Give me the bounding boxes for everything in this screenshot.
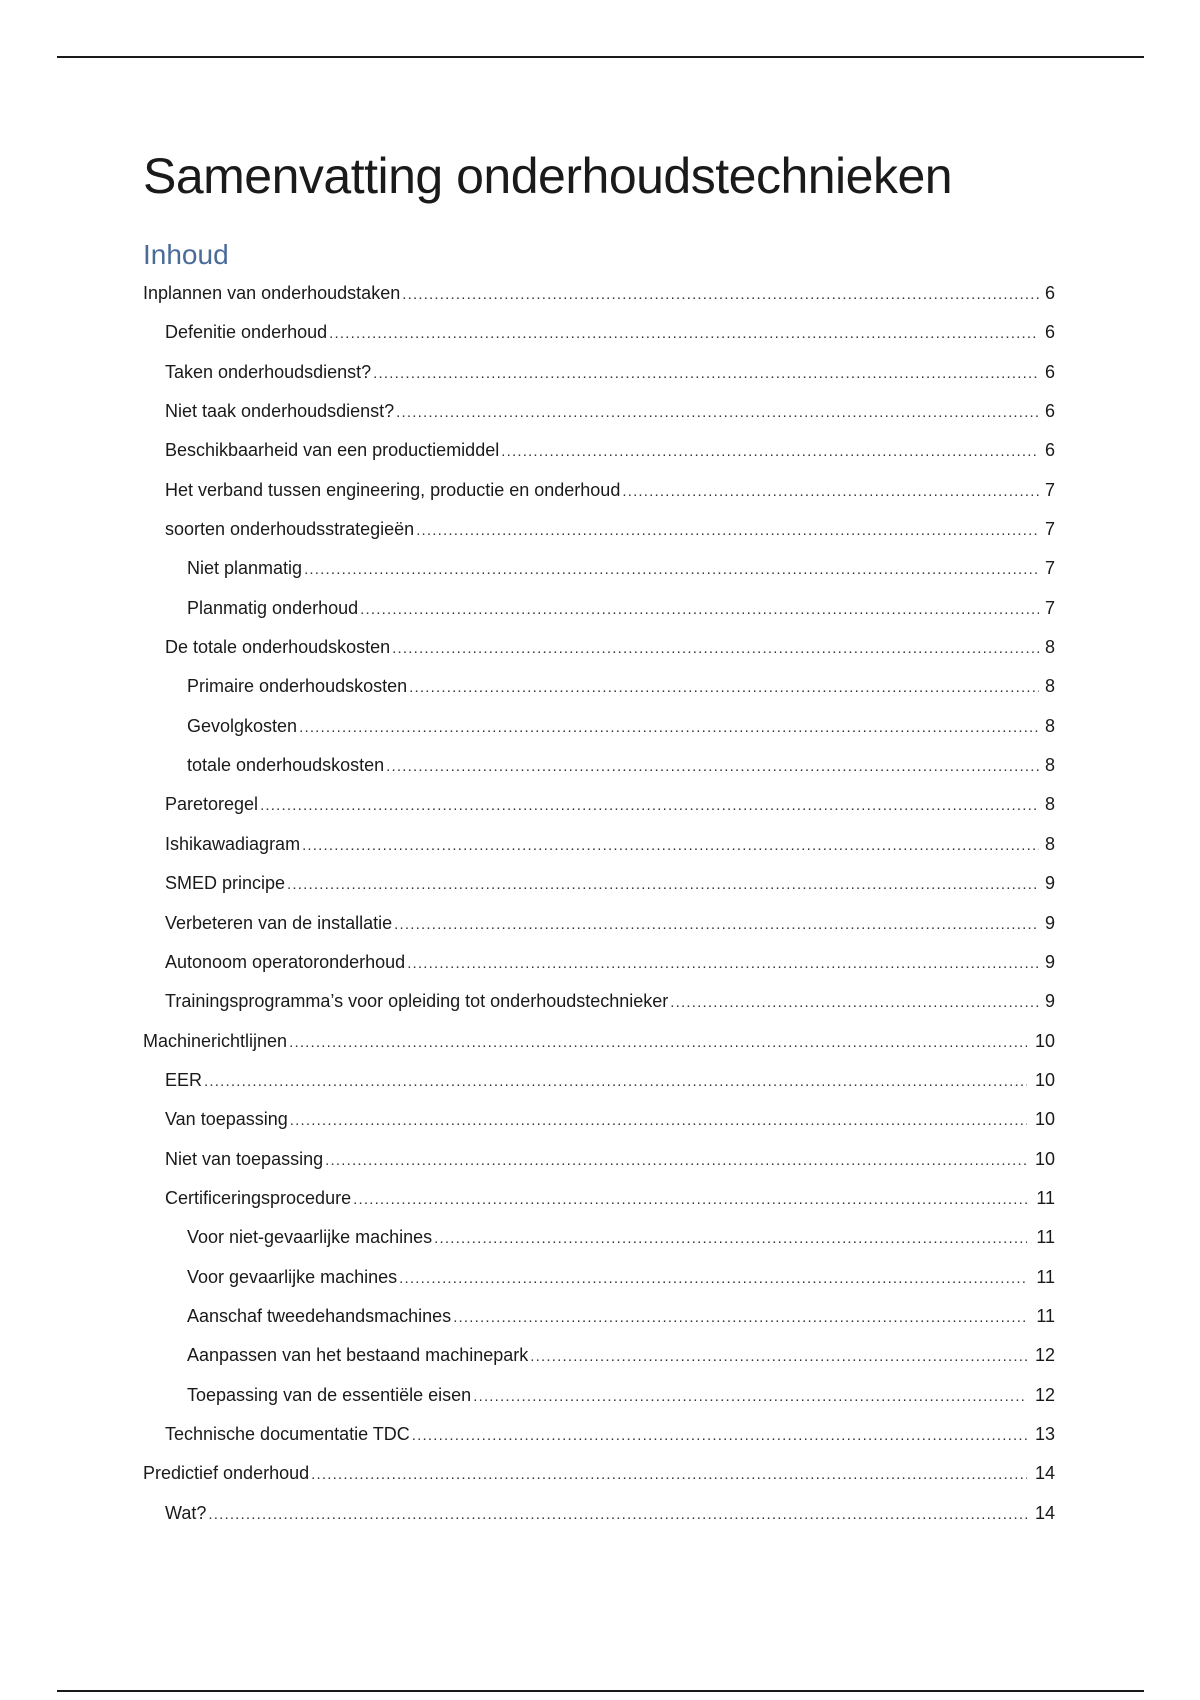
dot-leader bbox=[453, 1298, 1027, 1337]
toc-entry-page-number: 6 bbox=[1044, 401, 1055, 422]
toc-entry-title: Aanschaf tweedehandsmachines bbox=[187, 1305, 452, 1326]
toc-entry-page-number: 11 bbox=[1036, 1305, 1055, 1326]
toc-entry[interactable] bbox=[143, 431, 1055, 470]
toc-entry-page-number: 6 bbox=[1044, 283, 1055, 303]
toc-entry-title: Niet van toepassing bbox=[165, 1148, 324, 1169]
toc-entry[interactable] bbox=[143, 589, 1055, 628]
toc-entry-page-number: 14 bbox=[1034, 1502, 1055, 1523]
toc-entry-page-number: 9 bbox=[1044, 873, 1055, 894]
toc-entry-title: Machinerichtlijnen bbox=[143, 1030, 288, 1051]
toc-entry-title: Predictief onderhoud bbox=[143, 1463, 310, 1484]
dot-leader bbox=[386, 747, 1039, 786]
dot-leader bbox=[329, 314, 1039, 353]
toc-entry-page-number: 9 bbox=[1044, 912, 1055, 933]
toc-entry-title: Beschikbaarheid van een productiemiddel bbox=[165, 440, 500, 461]
toc-entry-page-number: 13 bbox=[1034, 1423, 1055, 1444]
dot-leader bbox=[622, 472, 1039, 511]
toc-entry-title: De totale onderhoudskosten bbox=[165, 637, 391, 658]
dot-leader bbox=[299, 708, 1039, 747]
toc-entry[interactable] bbox=[143, 943, 1055, 982]
dot-leader bbox=[392, 629, 1039, 668]
dot-leader bbox=[399, 1259, 1027, 1298]
toc-entry-title: Certificeringsprocedure bbox=[165, 1187, 352, 1208]
toc-heading: Inhoud bbox=[143, 239, 229, 270]
toc-entry-page-number: 10 bbox=[1034, 1148, 1055, 1169]
toc-entry-page-number: 11 bbox=[1036, 1266, 1055, 1287]
toc-entry-page-number: 8 bbox=[1044, 755, 1055, 776]
toc-entry-title: soorten onderhoudsstrategieën bbox=[165, 519, 415, 540]
toc-entry-title: Ishikawadiagram bbox=[165, 833, 301, 854]
dot-leader bbox=[407, 944, 1039, 983]
toc-entry-page-number: 6 bbox=[1044, 361, 1055, 382]
toc-entry[interactable] bbox=[143, 667, 1055, 706]
toc-entry-title: Niet planmatig bbox=[187, 558, 303, 579]
toc-entry[interactable] bbox=[143, 785, 1055, 824]
toc-entry-page-number: 10 bbox=[1034, 1109, 1055, 1130]
toc-entry[interactable] bbox=[143, 1376, 1055, 1415]
toc-entry-page-number: 6 bbox=[1044, 322, 1055, 343]
toc-entry-page-number: 8 bbox=[1044, 637, 1055, 658]
dot-leader bbox=[290, 1101, 1027, 1140]
dot-leader bbox=[311, 1455, 1027, 1494]
toc-entry-page-number: 12 bbox=[1034, 1345, 1055, 1366]
toc-entry[interactable] bbox=[143, 707, 1055, 746]
dot-leader bbox=[260, 786, 1039, 825]
toc-entry[interactable] bbox=[143, 1415, 1055, 1454]
toc-entry-page-number: 14 bbox=[1034, 1463, 1055, 1484]
toc-entry-title: Gevolgkosten bbox=[187, 715, 298, 736]
toc-entry[interactable] bbox=[143, 392, 1055, 431]
toc-entry-title: SMED principe bbox=[165, 873, 286, 894]
dot-leader bbox=[473, 1377, 1027, 1416]
dot-leader bbox=[373, 354, 1039, 393]
dot-leader bbox=[409, 668, 1039, 707]
toc-entry-page-number: 8 bbox=[1044, 715, 1055, 736]
toc-entry[interactable] bbox=[143, 1297, 1055, 1336]
toc-entry[interactable] bbox=[143, 471, 1055, 510]
dot-leader bbox=[302, 826, 1039, 865]
toc-entry-title: Verbeteren van de installatie bbox=[165, 912, 393, 933]
dot-leader bbox=[208, 1495, 1027, 1534]
dot-leader bbox=[434, 1219, 1027, 1258]
toc-entry[interactable] bbox=[143, 982, 1055, 1021]
dot-leader bbox=[396, 393, 1039, 432]
toc-entry-page-number: 9 bbox=[1044, 951, 1055, 972]
toc-entry[interactable] bbox=[143, 904, 1055, 943]
dot-leader bbox=[416, 511, 1039, 550]
dot-leader bbox=[501, 432, 1039, 471]
toc-entry-page-number: 12 bbox=[1034, 1384, 1055, 1405]
toc-entry[interactable] bbox=[143, 1218, 1055, 1257]
toc-entry-page-number: 11 bbox=[1036, 1187, 1055, 1208]
toc-entry-title: Voor gevaarlijke machines bbox=[187, 1266, 398, 1287]
toc-entry-title: Trainingsprogramma’s voor opleiding tot onderhoudstechnieker bbox=[165, 991, 669, 1012]
dot-leader bbox=[670, 983, 1039, 1022]
toc-entry[interactable] bbox=[143, 1494, 1055, 1533]
toc-entry-title: Defenitie onderhoud bbox=[165, 322, 328, 343]
dot-leader bbox=[287, 865, 1039, 904]
dot-leader bbox=[394, 905, 1039, 944]
toc-entry[interactable] bbox=[143, 1100, 1055, 1139]
dot-leader bbox=[353, 1180, 1027, 1219]
toc-entry[interactable] bbox=[143, 1336, 1055, 1375]
dot-leader bbox=[204, 1062, 1027, 1101]
toc-entry-title: Planmatig onderhoud bbox=[187, 597, 359, 618]
toc-entry[interactable] bbox=[143, 1022, 1055, 1061]
toc-entry-page-number: 8 bbox=[1044, 676, 1055, 697]
toc-entry-page-number: 7 bbox=[1044, 597, 1055, 618]
toc-entry-page-number: 9 bbox=[1044, 991, 1055, 1012]
toc-entry[interactable] bbox=[143, 313, 1055, 352]
toc-entry-title: Van toepassing bbox=[165, 1109, 288, 1130]
toc-entry-title: Aanpassen van het bestaand machinepark bbox=[187, 1345, 529, 1366]
toc-entry-title: Primaire onderhoudskosten bbox=[187, 676, 408, 697]
toc-entry[interactable] bbox=[143, 628, 1055, 667]
toc-entry-page-number: 11 bbox=[1036, 1227, 1055, 1248]
footer-rule bbox=[57, 1690, 1144, 1692]
toc-entry-title: totale onderhoudskosten bbox=[187, 755, 385, 776]
toc-entry-title: Inplannen van onderhoudstaken bbox=[143, 283, 401, 303]
toc-entry[interactable] bbox=[143, 746, 1055, 785]
toc-entry[interactable] bbox=[143, 274, 1055, 313]
toc-entry[interactable] bbox=[143, 1454, 1055, 1493]
toc-entry-page-number: 8 bbox=[1044, 794, 1055, 815]
toc-entry-title: Autonoom operatoronderhoud bbox=[165, 951, 406, 972]
toc-entry-page-number: 6 bbox=[1044, 440, 1055, 461]
toc-entry-title: Het verband tussen engineering, productie en onderhoud bbox=[165, 479, 621, 500]
toc-entry[interactable] bbox=[143, 1061, 1055, 1100]
document-title: Samenvatting onderhoudstechnieken bbox=[143, 148, 953, 204]
toc-entry-title: Niet taak onderhoudsdienst? bbox=[165, 401, 395, 422]
toc-entry[interactable] bbox=[143, 825, 1055, 864]
toc-entry[interactable] bbox=[143, 1258, 1055, 1297]
toc-entry[interactable] bbox=[143, 864, 1055, 903]
toc-entry-title: Paretoregel bbox=[165, 794, 259, 815]
toc-entry-page-number: 8 bbox=[1044, 833, 1055, 854]
dot-leader bbox=[360, 590, 1039, 629]
toc-entry-title: Voor niet-gevaarlijke machines bbox=[187, 1227, 433, 1248]
table-of-contents bbox=[143, 274, 1055, 1533]
toc-entry-page-number: 7 bbox=[1044, 558, 1055, 579]
toc-entry-page-number: 7 bbox=[1044, 519, 1055, 540]
dot-leader bbox=[530, 1337, 1027, 1376]
toc-entry[interactable] bbox=[143, 549, 1055, 588]
toc-entry[interactable] bbox=[143, 353, 1055, 392]
toc-entry-page-number: 10 bbox=[1034, 1069, 1055, 1090]
dot-leader bbox=[304, 550, 1039, 589]
toc-entry[interactable] bbox=[143, 1140, 1055, 1179]
dot-leader bbox=[325, 1141, 1027, 1180]
toc-entry-page-number: 7 bbox=[1044, 479, 1055, 500]
toc-entry-title: Wat? bbox=[165, 1502, 207, 1523]
dot-leader bbox=[412, 1416, 1027, 1455]
toc-entry-page-number: 10 bbox=[1034, 1030, 1055, 1051]
toc-entry-title: Toepassing van de essentiële eisen bbox=[187, 1384, 472, 1405]
header-rule bbox=[57, 56, 1144, 58]
toc-entry[interactable] bbox=[143, 1179, 1055, 1218]
toc-entry-title: EER bbox=[165, 1069, 203, 1090]
dot-leader bbox=[289, 1023, 1027, 1062]
toc-entry[interactable] bbox=[143, 510, 1055, 549]
toc-entry-title: Taken onderhoudsdienst? bbox=[165, 361, 372, 382]
dot-leader bbox=[402, 275, 1039, 314]
toc-entry-title: Technische documentatie TDC bbox=[165, 1423, 410, 1444]
